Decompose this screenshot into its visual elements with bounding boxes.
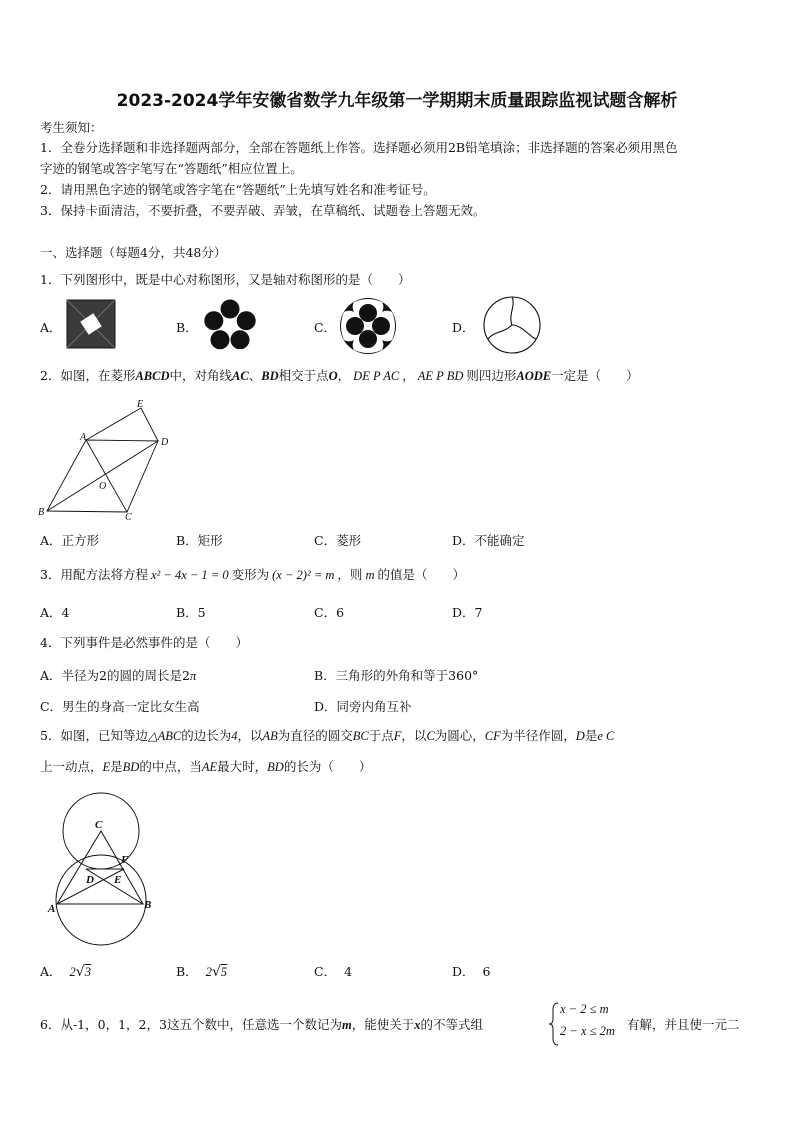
section-heading: 一、选择题（每题4分，共48分） <box>40 245 227 260</box>
q5-label-a: A <box>48 903 56 915</box>
q5-label-e: E <box>114 874 122 886</box>
notice-line-2: 字迹的钢笔或答字笔写在“答题纸”相应位置上。 <box>40 161 303 176</box>
q6-stem-end: 有解，并且使一元二 <box>627 1017 740 1032</box>
q2-label-d: D <box>161 437 169 448</box>
q5-option-b: B． 2√5 <box>176 964 228 980</box>
q2-label-o: O <box>99 481 107 492</box>
q2-label-b: B <box>38 507 45 518</box>
q2-option-d: D．不能确定 <box>452 533 525 548</box>
q2-option-c: C．菱形 <box>314 533 362 548</box>
q2-label-c: C <box>125 512 132 523</box>
q4-option-c: C．男生的身高一定比女生高 <box>40 699 200 714</box>
q5-stem-line-2: 上一动点，E是BD的中点，当AE最大时，BD的长为（ ） <box>40 759 372 774</box>
q3-option-d: D．7 <box>452 605 483 620</box>
q2-option-b: B．矩形 <box>176 533 223 548</box>
q1-figure-a-square-icon <box>67 300 117 350</box>
notice-line-4: 3．保持卡面清洁，不要折叠，不要弄破、弄皱，在草稿纸、试题卷上答题无效。 <box>40 203 486 218</box>
q4-option-d: D．同旁内角互补 <box>314 699 412 714</box>
notice-heading: 考生须知： <box>40 120 103 135</box>
q2-label-a: A <box>80 432 87 443</box>
q5-option-c: C． 4 <box>314 964 353 979</box>
q2-option-a: A．正方形 <box>40 533 100 548</box>
q5-circles-diagram <box>44 792 164 952</box>
q6-inequality-1: x − 2 ≤ m <box>560 1002 609 1016</box>
q1-figure-d-triskelion-icon <box>482 295 544 357</box>
q5-label-f: F <box>121 854 129 866</box>
q6-brace-icon <box>549 1002 559 1046</box>
q1-figure-b-flower-icon <box>200 299 260 353</box>
q1-option-b-label: B． <box>176 320 198 335</box>
notice-line-1: 1．全卷分选择题和非选择题两部分，全部在答题纸上作答。选择题必须用2B铅笔填涂；非选择题的答案必须用黑色 <box>40 140 678 155</box>
q6-inequality-2: 2 − x ≤ 2m <box>560 1024 615 1038</box>
q5-option-a: A． 2√3 <box>40 964 91 980</box>
q5-option-d: D． 6 <box>452 964 491 979</box>
q4-option-a: A．半径为2的圆的周长是2π <box>40 668 197 683</box>
q3-stem: 3．用配方法将方程 x² − 4x − 1 = 0 变形为 (x − 2)² = m ，则 m 的值是（ ） <box>40 567 465 582</box>
q4-stem: 4．下列事件是必然事件的是（ ） <box>40 635 248 650</box>
q5-stem-line-1: 5．如图，已知等边△ABC的边长为4，以AB为直径的圆交BC于点F，以C为圆心，CF为半径作圆，D是e C <box>40 728 615 743</box>
q5-label-b: B <box>144 899 152 911</box>
q2-rhombus-diagram <box>36 398 176 523</box>
q1-figure-c-circle-petals-icon <box>338 296 398 356</box>
q5-label-c: C <box>95 819 103 831</box>
q1-option-d-label: D． <box>452 320 475 335</box>
q2-label-e: E <box>137 399 144 410</box>
q3-option-a: A．4 <box>40 605 70 620</box>
page-title: 2023-2024学年安徽省数学九年级第一学期期末质量跟踪监视试题含解析 <box>116 91 678 111</box>
q1-option-c-label: C． <box>314 320 337 335</box>
q1-stem: 1．下列图形中，既是中心对称图形，又是轴对称图形的是（ ） <box>40 272 411 287</box>
q6-stem: 6．从-1，0，1，2，3这五个数中，任意选一个数记为m，能使关于x的不等式组 <box>40 1017 483 1032</box>
q1-option-a-label: A． <box>40 320 62 335</box>
q2-stem: 2．如图，在菱形ABCD中，对角线AC、BD相交于点O， DE P AC ， AE P BD 则四边形AODE一定是（ ） <box>40 368 639 383</box>
q5-label-d: D <box>86 874 94 886</box>
q4-option-b: B．三角形的外角和等于360° <box>314 668 479 683</box>
q3-option-c: C．6 <box>314 605 345 620</box>
q3-option-b: B．5 <box>176 605 206 620</box>
notice-line-3: 2．请用黑色字迹的钢笔或答字笔在“答题纸”上先填写姓名和准考证号。 <box>40 182 436 197</box>
